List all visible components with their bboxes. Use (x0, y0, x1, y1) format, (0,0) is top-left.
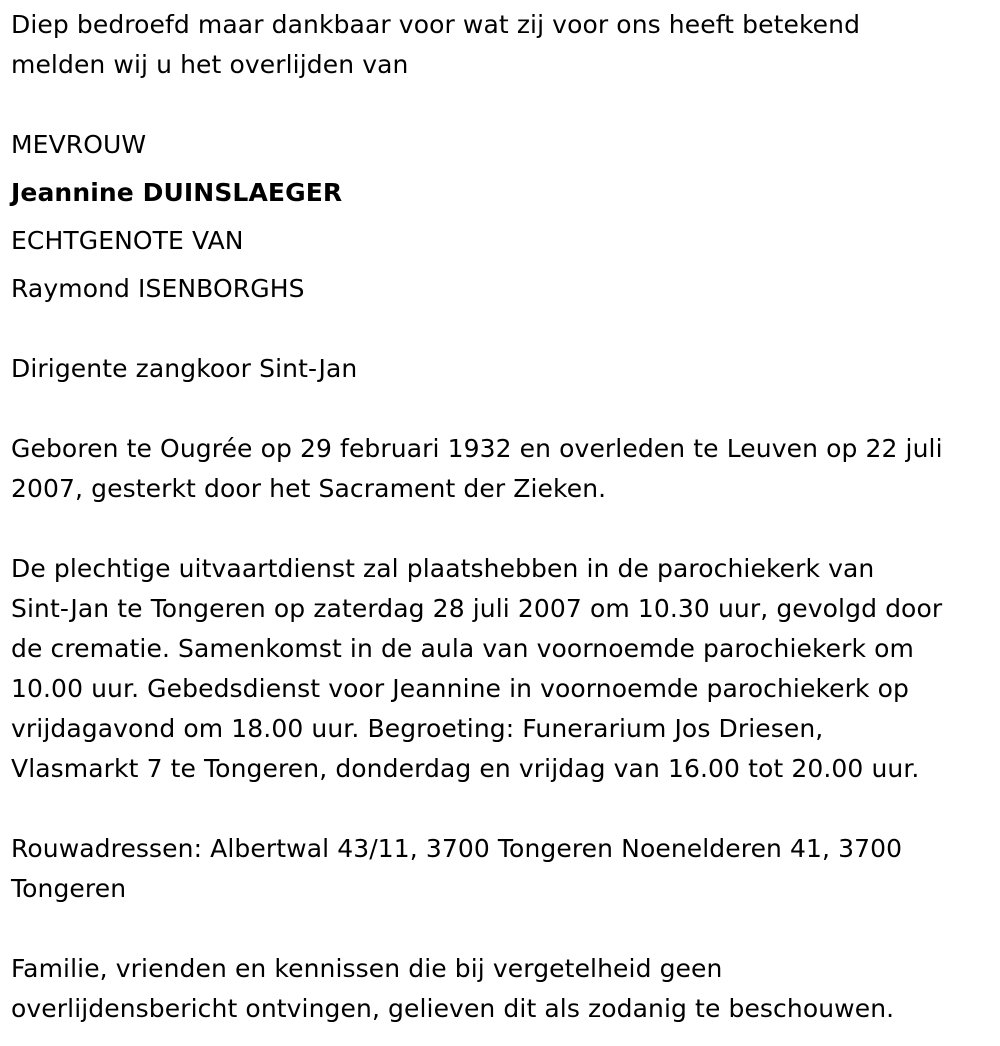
funeral-line-3: de crematie. Samenkomst in de aula van voornoemde parochiekerk om (11, 634, 914, 663)
closing-line-2: overlijdensbericht ontvingen, gelieven dit als zodanig te beschouwen. (11, 994, 895, 1023)
deceased-name: Jeannine DUINSLAEGER (11, 178, 343, 207)
addresses-line-1: Rouwadressen: Albertwal 43/11, 3700 Tongeren Noenelderen 41, 3700 (11, 834, 903, 863)
closing-line-1: Familie, vrienden en kennissen die bij vergetelheid geen (11, 954, 723, 983)
addresses-line-2: Tongeren (11, 874, 127, 903)
intro-line-2: melden wij u het overlijden van (11, 50, 409, 79)
birth-death-line-1: Geboren te Ougrée op 29 februari 1932 en overleden te Leuven op 22 juli (11, 434, 943, 463)
spouse-name: Raymond ISENBORGHS (11, 274, 305, 303)
intro-line-1: Diep bedroefd maar dankbaar voor wat zij voor ons heeft betekend (11, 10, 861, 39)
funeral-line-5: vrijdagavond om 18.00 uur. Begroeting: Funerarium Jos Driesen, (11, 714, 824, 743)
funeral-line-6: Vlasmarkt 7 te Tongeren, donderdag en vrijdag van 16.00 tot 20.00 uur. (11, 754, 920, 783)
birth-death-line-2: 2007, gesterkt door het Sacrament der Zieken. (11, 474, 607, 503)
funeral-line-2: Sint-Jan te Tongeren op zaterdag 28 juli 2007 om 10.30 uur, gevolgd door (11, 594, 943, 623)
funeral-line-1: De plechtige uitvaartdienst zal plaatshebben in de parochiekerk van (11, 554, 875, 583)
role-line: Dirigente zangkoor Sint-Jan (11, 354, 358, 383)
deceased-relation: ECHTGENOTE VAN (11, 226, 244, 255)
deceased-title: MEVROUW (11, 130, 147, 159)
funeral-line-4: 10.00 uur. Gebedsdienst voor Jeannine in voornoemde parochiekerk op (11, 674, 909, 703)
